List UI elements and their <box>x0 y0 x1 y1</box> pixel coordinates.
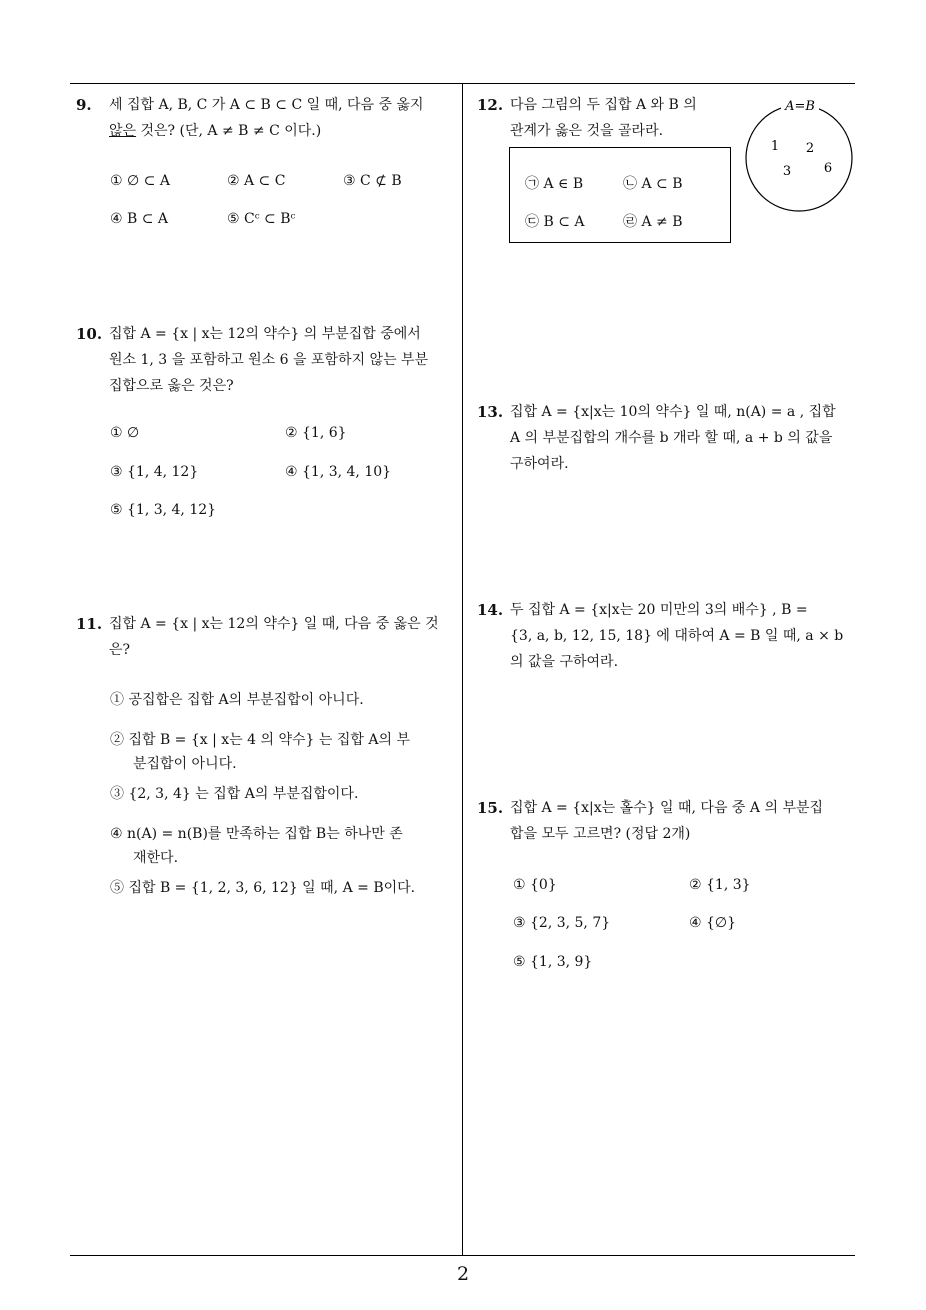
option-3[interactable]: ③ {2, 3, 4} 는 집합 A의 부분집합이다. <box>110 786 359 802</box>
option-2[interactable]: ② {1, 6} <box>285 425 347 441</box>
option-2[interactable]: ② 집합 B = {x | x는 4 의 약수} 는 집합 A의 부 <box>110 732 410 748</box>
option-4[interactable]: ④ n(A) = n(B)를 만족하는 집합 B는 하나만 존 <box>110 826 403 842</box>
question-text-line: 세 집합 A, B, C 가 A ⊂ B ⊂ C 일 때, 다음 중 옳지 <box>109 97 424 113</box>
question-text-line: 합을 모두 고르면? (정답 2개) <box>510 826 691 842</box>
question-text-line: 구하여라. <box>510 456 569 472</box>
question-9 <box>76 92 460 144</box>
option-1[interactable]: ① ∅ <box>110 425 140 441</box>
question-number: 13. <box>477 403 504 421</box>
question-14 <box>477 597 861 675</box>
choice-c[interactable]: ㉢ B ⊂ A <box>525 214 585 230</box>
option-3[interactable]: ③ C ⊄ B <box>343 173 402 189</box>
option-1[interactable]: ① {0} <box>513 877 557 893</box>
question-text-line: 의 값을 구하여라. <box>510 654 619 670</box>
column-divider <box>462 83 463 1255</box>
question-number: 9. <box>76 96 92 114</box>
question-text-line: 두 집합 A = {x|x는 20 미만의 3의 배수} , B = <box>510 602 808 618</box>
question-12 <box>477 92 747 144</box>
set-element: 1 <box>770 139 780 154</box>
option-1[interactable]: ① 공집합은 집합 A의 부분집합이 아니다. <box>110 692 364 708</box>
question-text-line: 원소 1, 3 을 포함하고 원소 6 을 포함하지 않는 부분 <box>109 352 429 368</box>
page-number: 2 <box>456 1263 470 1285</box>
question-10 <box>76 321 460 399</box>
question-text-line: 집합 A = {x|x는 홀수} 일 때, 다음 중 A 의 부분집 <box>510 800 824 816</box>
option-5[interactable]: ⑤ {1, 3, 9} <box>513 954 593 970</box>
bottom-rule <box>70 1255 855 1256</box>
set-element: 3 <box>782 164 792 179</box>
option-2-continuation: 분집합이 아니다. <box>133 756 237 772</box>
option-3[interactable]: ③ {1, 4, 12} <box>110 464 199 480</box>
option-5[interactable]: ⑤ 집합 B = {1, 2, 3, 6, 12} 일 때, A = B이다. <box>110 880 416 896</box>
choice-b[interactable]: ㉡ A ⊂ B <box>623 176 683 192</box>
question-number: 14. <box>477 601 504 619</box>
question-text-line: 집합 A = {x|x는 10의 약수} 일 때, n(A) = a , 집합 <box>510 404 836 420</box>
question-text-line: 집합 A = {x | x는 12의 약수} 의 부분집합 중에서 <box>109 326 421 342</box>
question-text-line: 관계가 옳은 것을 골라라. <box>510 123 664 139</box>
question-number: 10. <box>76 325 103 343</box>
question-number: 12. <box>477 96 504 114</box>
emphasis-underline: 않은 <box>109 123 137 139</box>
question-number: 11. <box>76 615 103 633</box>
question-text-line: 은? <box>109 642 131 658</box>
option-4[interactable]: ④ {∅} <box>689 915 737 931</box>
question-text-line <box>109 118 460 144</box>
set-circle <box>746 105 852 211</box>
option-2[interactable]: ② A ⊂ C <box>227 173 286 189</box>
question-text-line: A 의 부분집합의 개수를 b 개라 할 때, a + b 의 값을 <box>510 430 833 446</box>
choice-d[interactable]: ㉣ A ≠ B <box>623 214 683 230</box>
question-text-line: {3, a, b, 12, 15, 18} 에 대하여 A = B 일 때, a × b <box>510 628 844 644</box>
question-text: 것은? (단, A ≠ B ≠ C 이다.) <box>136 123 322 139</box>
question-11 <box>76 611 460 663</box>
question-text-line: 집합으로 옳은 것은? <box>109 378 234 394</box>
option-3[interactable]: ③ {2, 3, 5, 7} <box>513 915 611 931</box>
question-15 <box>477 795 861 847</box>
set-label: A=B <box>785 99 815 114</box>
question-text-line: 다음 그림의 두 집합 A 와 B 의 <box>510 97 697 113</box>
option-4[interactable]: ④ B ⊂ A <box>110 211 169 227</box>
option-5[interactable]: ⑤ Cᶜ ⊂ Bᶜ <box>227 211 296 227</box>
option-2[interactable]: ② {1, 3} <box>689 877 751 893</box>
set-element: 2 <box>805 141 815 156</box>
venn-diagram <box>742 96 858 218</box>
option-4[interactable]: ④ {1, 3, 4, 10} <box>285 464 392 480</box>
option-1[interactable]: ① ∅ ⊂ A <box>110 173 170 189</box>
option-4-continuation: 재한다. <box>133 850 179 866</box>
question-text-line: 집합 A = {x | x는 12의 약수} 일 때, 다음 중 옳은 것 <box>109 616 439 632</box>
option-5[interactable]: ⑤ {1, 3, 4, 12} <box>110 502 217 518</box>
set-element: 6 <box>823 161 833 176</box>
choice-a[interactable]: ㉠ A ∈ B <box>525 176 584 192</box>
question-number: 15. <box>477 799 504 817</box>
question-13 <box>477 399 861 477</box>
